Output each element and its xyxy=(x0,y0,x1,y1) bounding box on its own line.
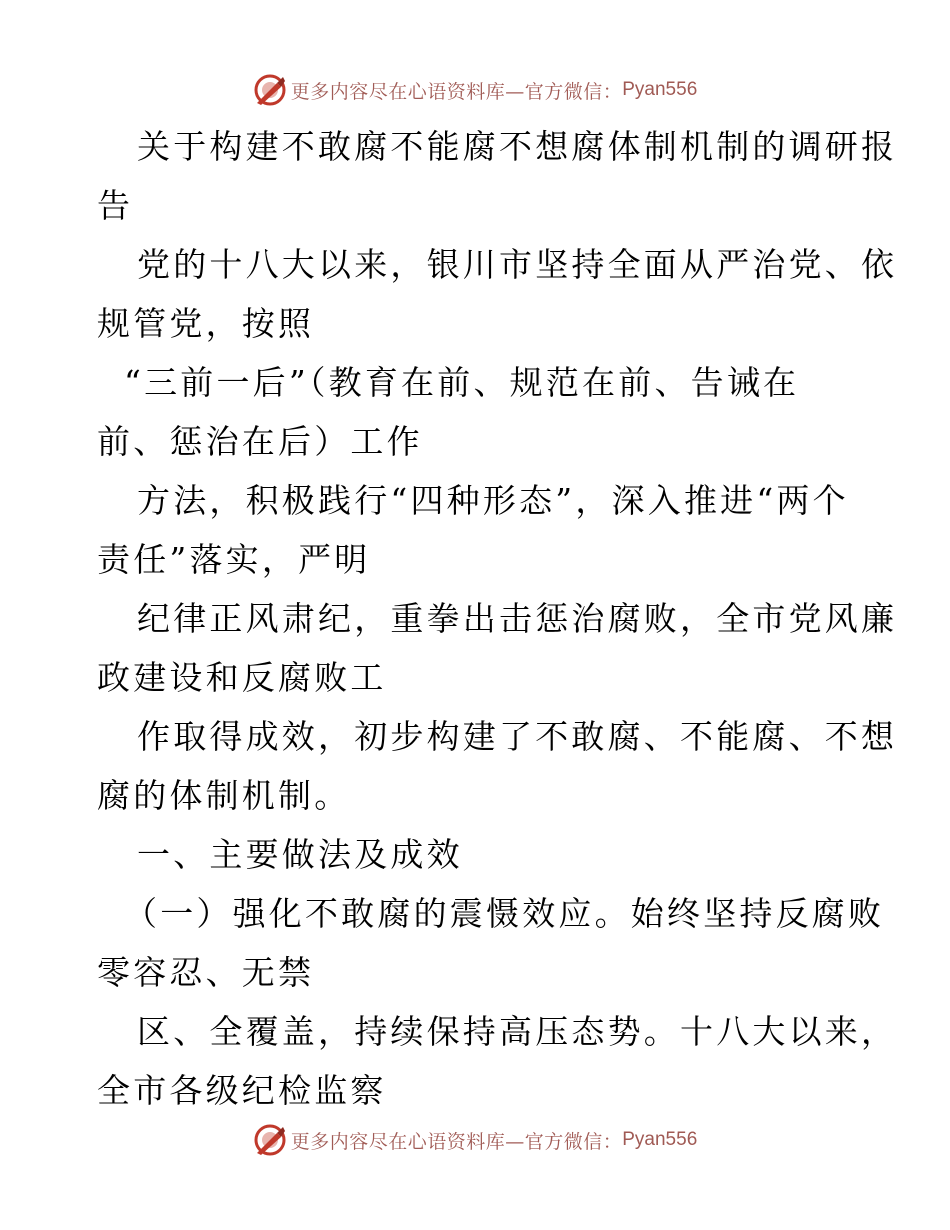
paragraph-line: 区、全覆盖，持续保持高压态势。十八大以来， xyxy=(137,1012,898,1051)
pen-logo-icon xyxy=(253,1123,287,1157)
banner-wechat-id: Pyan556 xyxy=(622,79,698,100)
document-body xyxy=(97,117,898,1120)
paragraph-line: “三前一后”（教育在前、规范在前、告诫在 xyxy=(124,363,800,402)
paragraph-line: 全市各级纪检监察 xyxy=(97,1071,387,1110)
section-heading: 一、主要做法及成效 xyxy=(137,835,463,874)
paragraph-line: 方法，积极践行“四种形态”，深入推进“两个 xyxy=(137,481,849,520)
footer-banner xyxy=(0,1120,950,1160)
paragraph-line: 腐的体制机制。 xyxy=(97,776,351,815)
paragraph-line: 零容忍、无禁 xyxy=(97,953,315,992)
paragraph-line: 作取得成效，初步构建了不敢腐、不能腐、不想 xyxy=(137,717,898,756)
pen-logo-icon xyxy=(253,73,287,107)
banner-text: 更多内容尽在心语资料库—官方微信： xyxy=(290,80,623,103)
title-line: 关于构建不敢腐不能腐不想腐体制机制的调研报 xyxy=(137,127,898,166)
header-banner xyxy=(0,70,950,110)
paragraph-line: 纪律正风肃纪，重拳出击惩治腐败，全市党风廉 xyxy=(137,599,898,638)
banner-text: 更多内容尽在心语资料库—官方微信： xyxy=(290,1130,623,1153)
banner-wechat-id: Pyan556 xyxy=(622,1129,698,1150)
paragraph-line: 规管党，按照 xyxy=(97,304,315,343)
paragraph-line: （一）强化不敢腐的震慑效应。始终坚持反腐败 xyxy=(124,894,885,933)
paragraph-line: 责任”落实，严明 xyxy=(97,540,371,579)
paragraph-line: 党的十八大以来，银川市坚持全面从严治党、依 xyxy=(137,245,898,284)
paragraph-line: 前、惩治在后）工作 xyxy=(97,422,423,461)
paragraph-line: 政建设和反腐败工 xyxy=(97,658,387,697)
title-line: 告 xyxy=(97,186,134,225)
